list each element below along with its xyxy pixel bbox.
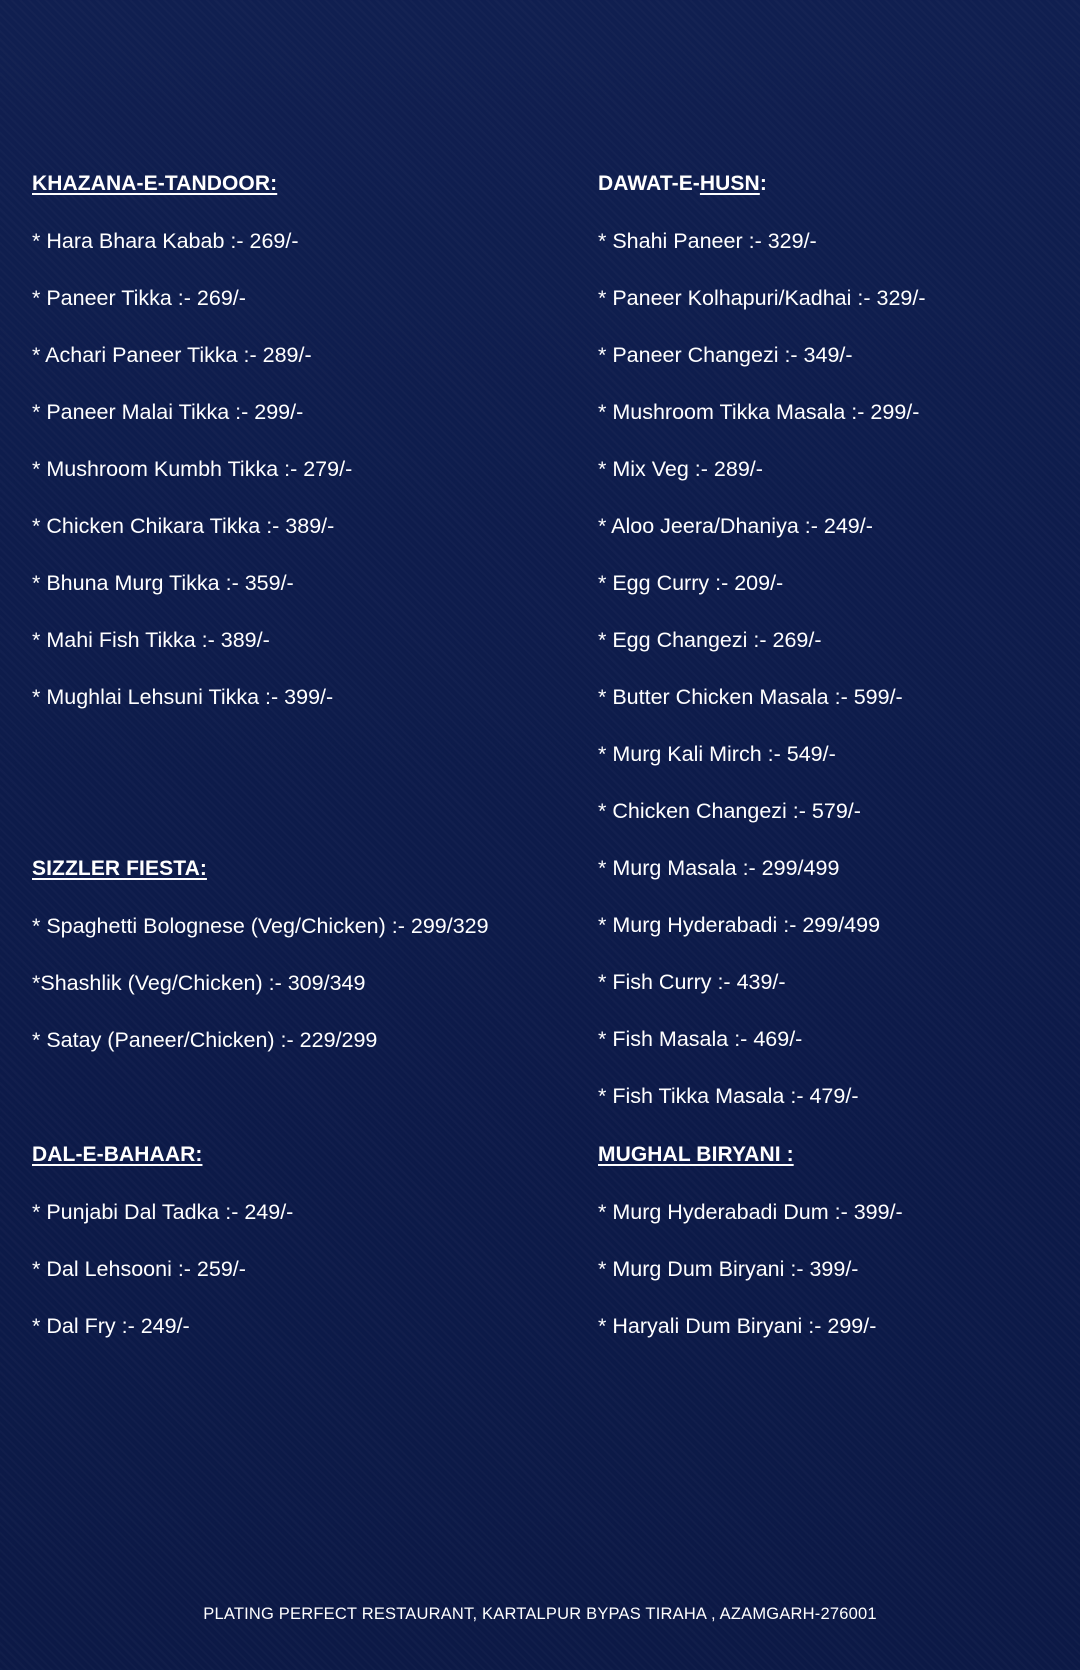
menu-item: * Egg Changezi :- 269/- <box>598 628 822 652</box>
menu-item: * Haryali Dum Biryani :- 299/- <box>598 1314 877 1338</box>
section-dal-e-bahaar <box>32 1141 532 1340</box>
section-heading <box>598 170 1080 198</box>
section-sizzler-fiesta <box>32 855 532 1054</box>
section-heading <box>598 1141 1080 1169</box>
menu-item: * Egg Curry :- 209/- <box>598 571 784 595</box>
menu-item: * Bhuna Murg Tikka :- 359/- <box>32 571 294 595</box>
menu-item: * Dal Fry :- 249/- <box>32 1314 190 1338</box>
menu-item: * Fish Curry :- 439/- <box>598 970 786 994</box>
heading-suffix: : <box>759 172 767 195</box>
menu-item: * Murg Masala :- 299/499 <box>598 856 840 880</box>
menu-item: * Chicken Changezi :- 579/- <box>598 799 861 823</box>
menu-item: * Mushroom Tikka Masala :- 299/- <box>598 400 920 424</box>
section-heading <box>32 855 532 883</box>
menu-item: * Punjabi Dal Tadka :- 249/- <box>32 1200 294 1224</box>
heading-text: MUGHAL BIRYANI : <box>598 1143 794 1166</box>
menu-item: * Mix Veg :- 289/- <box>598 457 763 481</box>
menu-item: * Chicken Chikara Tikka :- 389/- <box>32 514 335 538</box>
menu-item: * Murg Hyderabadi Dum :- 399/- <box>598 1200 903 1224</box>
menu-item: * Mughlai Lehsuni Tikka :- 399/- <box>32 685 334 709</box>
menu-item: * Paneer Kolhapuri/Kadhai :- 329/- <box>598 286 926 310</box>
heading-underlined: HUSN <box>699 172 760 195</box>
menu-item: * Hara Bhara Kabab :- 269/- <box>32 229 299 253</box>
menu-item: * Paneer Changezi :- 349/- <box>598 343 853 367</box>
menu-item: * Murg Hyderabadi :- 299/499 <box>598 913 881 937</box>
heading-text: SIZZLER FIESTA: <box>32 857 207 880</box>
menu-item: * Murg Kali Mirch :- 549/- <box>598 742 836 766</box>
section-heading <box>32 170 532 198</box>
menu-item: * Fish Tikka Masala :- 479/- <box>598 1084 859 1108</box>
heading-text: KHAZANA-E-TANDOOR: <box>32 172 278 195</box>
menu-item: * Satay (Paneer/Chicken) :- 229/299 <box>32 1028 378 1052</box>
menu-item: * Paneer Malai Tikka :- 299/- <box>32 400 304 424</box>
menu-item: * Mahi Fish Tikka :- 389/- <box>32 628 270 652</box>
menu-item: *Shashlik (Veg/Chicken) :- 309/349 <box>32 971 366 995</box>
menu-item: * Butter Chicken Masala :- 599/- <box>598 685 903 709</box>
section-dawat-e-husn <box>598 170 1080 1110</box>
menu-item: * Shahi Paneer :- 329/- <box>598 229 817 253</box>
menu-item: * Spaghetti Bolognese (Veg/Chicken) :- 299/329 <box>32 914 489 938</box>
menu-item: * Achari Paneer Tikka :- 289/- <box>32 343 312 367</box>
heading-text: DAL-E-BAHAAR: <box>32 1143 203 1166</box>
heading-prefix: DAWAT-E- <box>598 172 700 195</box>
section-heading <box>32 1141 532 1169</box>
restaurant-address-footer: PLATING PERFECT RESTAURANT, KARTALPUR BYPAS TIRAHA , AZAMGARH-276001 <box>203 1605 877 1623</box>
menu-item: * Fish Masala :- 469/- <box>598 1027 803 1051</box>
menu-item: * Murg Dum Biryani :- 399/- <box>598 1257 859 1281</box>
section-khazana-e-tandoor <box>32 170 532 711</box>
menu-item: * Paneer Tikka :- 269/- <box>32 286 246 310</box>
section-mughal-biryani <box>598 1141 1080 1340</box>
menu-item: * Dal Lehsooni :- 259/- <box>32 1257 246 1281</box>
menu-item: * Aloo Jeera/Dhaniya :- 249/- <box>598 514 873 538</box>
menu-item: * Mushroom Kumbh Tikka :- 279/- <box>32 457 353 481</box>
